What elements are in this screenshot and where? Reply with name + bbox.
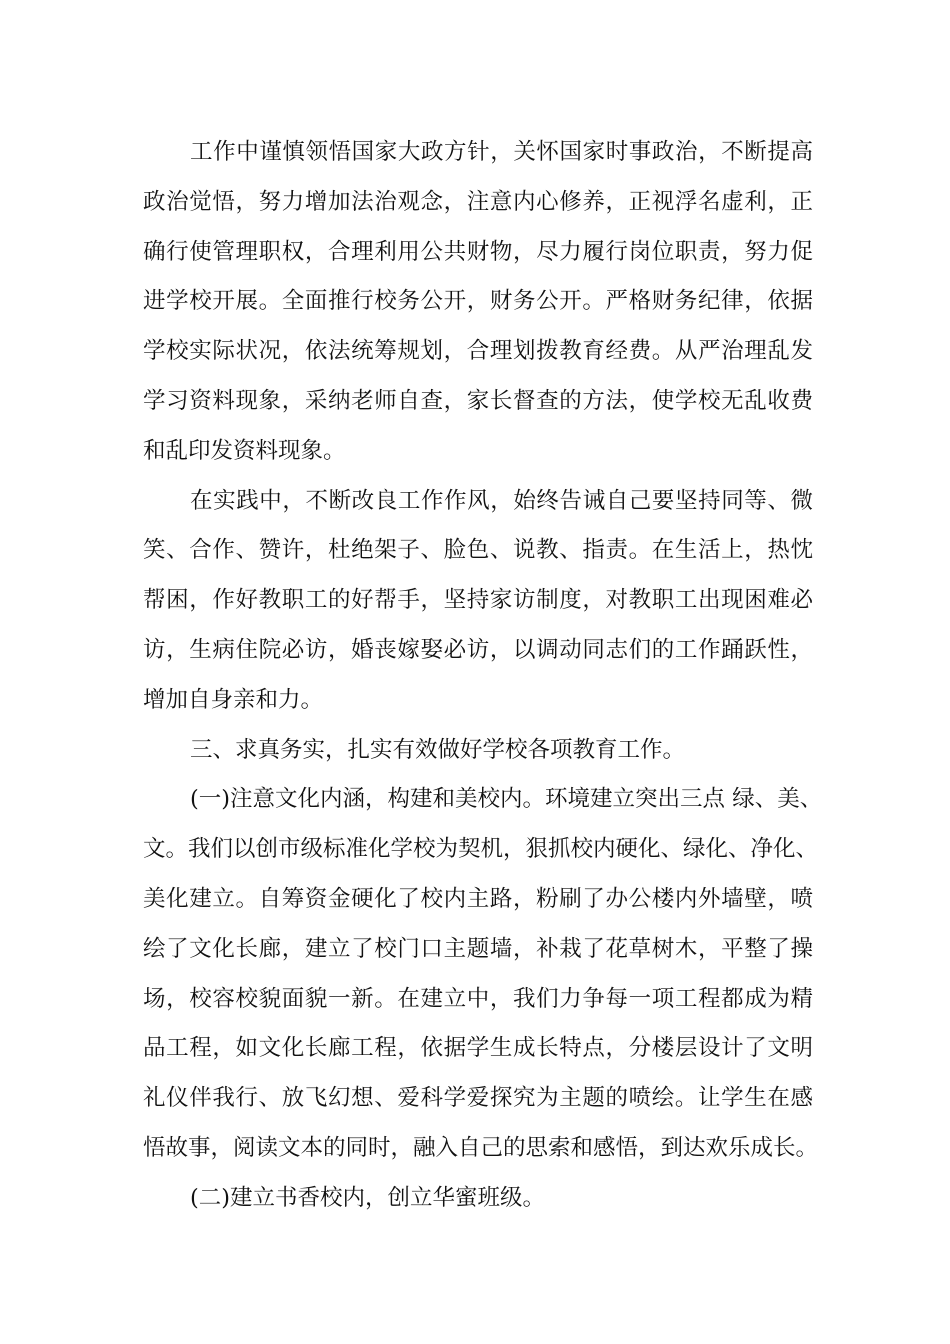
text-line: 学习资料现象，采纳老师自查，家长督查的方法，使学校无乱收费	[143, 387, 813, 414]
text-line: 政治觉悟，努力增加法治观念，注意内心修养，正视浮名虚利，正	[143, 188, 813, 215]
text-line: 场，校容校貌面貌一新。在建立中，我们力争每一项工程都成为精	[143, 985, 813, 1012]
document-body	[143, 128, 823, 1224]
text-line: 学校实际状况，依法统筹规划，合理划拨教育经费。从严治理乱发	[143, 338, 813, 365]
subsection-heading: (二)建立书香校内，创立华蜜班级。	[190, 1184, 546, 1211]
text-line: 工作中谨慎领悟国家大政方针，关怀国家时事政治，不断提高	[190, 139, 813, 165]
text-line: 悟故事，阅读文本的同时，融入自己的思索和感悟，到达欢乐成长。	[143, 1134, 819, 1161]
text-line: 笑、合作、赞许，杜绝架子、脸色、说教、指责。在生活上，热忱	[143, 537, 813, 564]
text-line: 文。我们以创市级标准化学校为契机，狠抓校内硬化、绿化、净化、	[143, 836, 819, 863]
text-line: 增加自身亲和力。	[143, 686, 324, 713]
text-line: 和乱印发资料现象。	[143, 437, 346, 464]
text-line: 进学校开展。全面推行校务公开，财务公开。严格财务纪律，依据	[143, 288, 813, 315]
text-line: (一)注意文化内涵，构建和美校内。环境建立突出三点 绿、美、	[190, 786, 823, 813]
text-line: 确行使管理职权，合理利用公共财物，尽力履行岗位职责，努力促	[143, 238, 813, 265]
text-line: 帮困，作好教职工的好帮手，坚持家访制度，对教职工出现困难必	[143, 587, 813, 614]
text-line: 绘了文化长廊，建立了校门口主题墙，补栽了花草树木，平整了操	[143, 935, 813, 962]
text-line: 礼仪伴我行、放飞幻想、爱科学爱探究为主题的喷绘。让学生在感	[143, 1085, 813, 1112]
section-heading: 三、求真务实，扎实有效做好学校各项教育工作。	[190, 736, 686, 763]
text-line: 美化建立。自筹资金硬化了校内主路，粉刷了办公楼内外墙壁，喷	[143, 885, 813, 912]
text-line: 访，生病住院必访，婚丧嫁娶必访，以调动同志们的工作踊跃性，	[143, 636, 813, 663]
text-line: 品工程，如文化长廊工程，依据学生成长特点，分楼层设计了文明	[143, 1035, 813, 1062]
text-line: 在实践中，不断改良工作作风，始终告诫自己要坚持同等、微	[190, 487, 813, 514]
